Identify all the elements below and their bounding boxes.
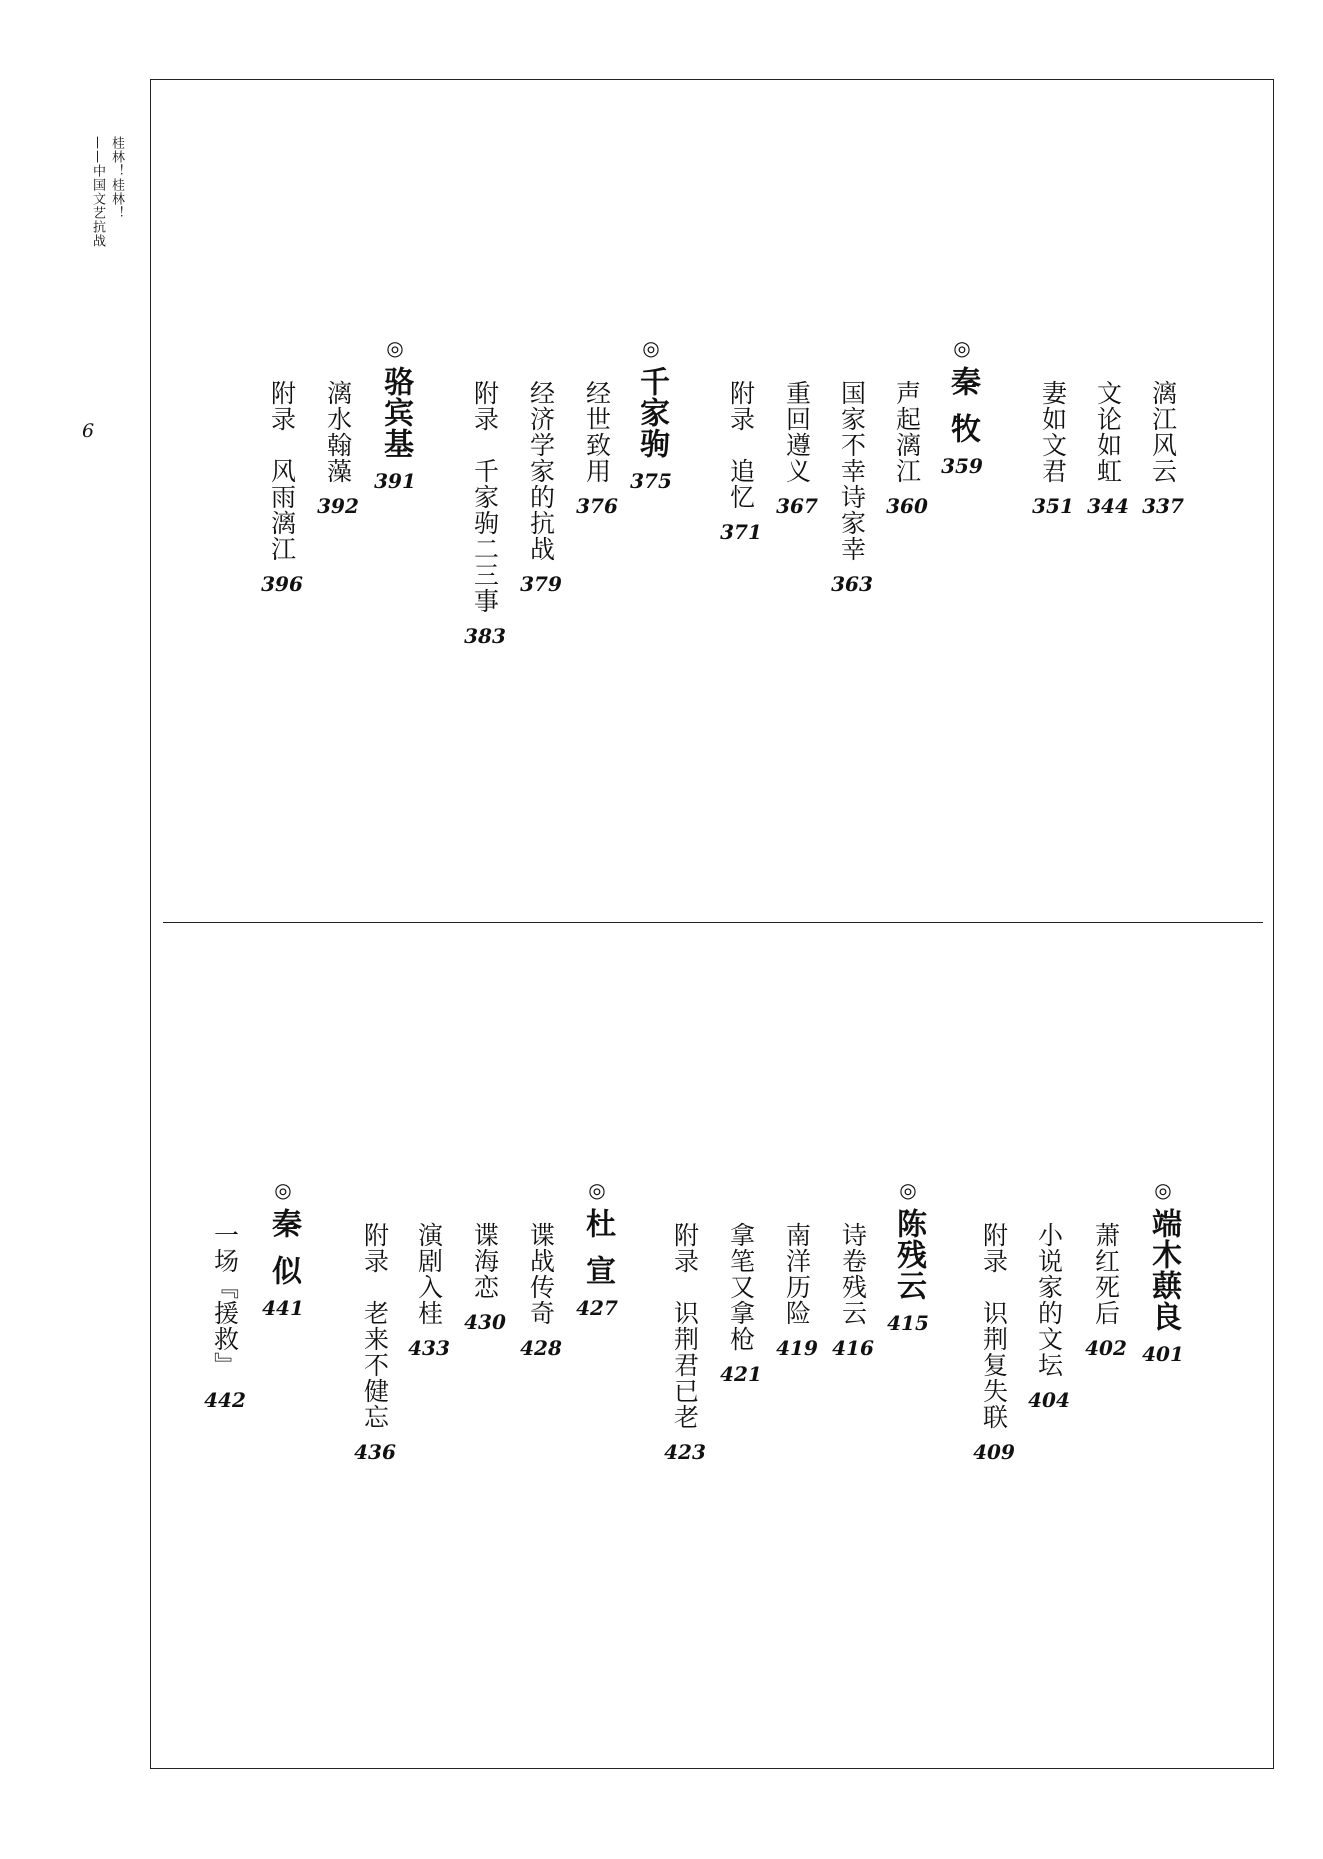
top-entry-2 (1033, 380, 1073, 518)
page-ref: 371 (720, 520, 762, 544)
double-circle-icon: ◎ (953, 336, 971, 360)
top-author-8 (631, 336, 671, 493)
page-ref: 337 (1142, 494, 1184, 518)
running-head-title: 桂林！桂林！ (109, 136, 124, 220)
bottom-entry-2 (1029, 1222, 1069, 1412)
bottom-entry-10 (521, 1222, 561, 1360)
page-ref: 423 (664, 1440, 706, 1464)
top-entry-1 (1088, 380, 1128, 518)
page-ref: 376 (576, 494, 618, 518)
appendix-title: 千家驹二三事 (470, 458, 500, 614)
top-entry-0 (1143, 380, 1183, 518)
appendix-title: 老来不健忘 (360, 1300, 390, 1430)
page-ref: 436 (354, 1440, 396, 1464)
page-ref: 379 (520, 572, 562, 596)
top-entry-10 (521, 380, 561, 596)
appendix-title: 识荆君已老 (670, 1300, 700, 1430)
entry-title: 谍海恋 (470, 1222, 500, 1300)
appendix-title: 追忆 (726, 458, 756, 510)
top-entry-5 (832, 380, 872, 596)
entry-title: 声起漓江 (892, 380, 922, 484)
appendix-prefix: 附录 (267, 380, 297, 432)
author-name: 秦牧 (945, 366, 980, 444)
top-entry-6 (777, 380, 817, 518)
author-name: 秦似 (266, 1208, 301, 1286)
entry-title (360, 1222, 390, 1430)
bottom-appendix-3 (974, 1222, 1014, 1464)
appendix-title: 识荆复失联 (979, 1300, 1009, 1430)
page-ref: 396 (261, 572, 303, 596)
page-ref: 416 (832, 1336, 874, 1360)
double-circle-icon: ◎ (1154, 1178, 1172, 1202)
top-entry-4 (887, 380, 927, 518)
bottom-author-9 (577, 1178, 617, 1320)
page-ref: 351 (1032, 494, 1074, 518)
entry-title: 拿笔又拿枪 (726, 1222, 756, 1352)
bottom-entry-7 (721, 1222, 761, 1386)
page-ref: 392 (317, 494, 359, 518)
entry-title: 谍战传奇 (526, 1222, 556, 1326)
page-ref: 430 (464, 1310, 506, 1334)
bottom-entry-15 (205, 1222, 245, 1412)
bottom-entry-6 (777, 1222, 817, 1360)
author-name: 千家驹 (634, 366, 669, 459)
entry-title (470, 380, 500, 614)
author-name: 端木蕻良 (1146, 1208, 1181, 1332)
bottom-entry-5 (833, 1222, 873, 1360)
bottom-author-0 (1143, 1178, 1183, 1366)
entry-title: 文论如虹 (1093, 380, 1123, 484)
page-ref: 344 (1087, 494, 1129, 518)
page-ref: 402 (1085, 1336, 1127, 1360)
top-entry-13 (318, 380, 358, 518)
top-appendix-11 (465, 380, 505, 648)
top-author-3 (942, 336, 982, 478)
bottom-appendix-8 (665, 1222, 705, 1464)
page-ref: 404 (1028, 1388, 1070, 1412)
author-name: 陈残云 (891, 1208, 926, 1301)
page-ref: 360 (886, 494, 928, 518)
page-number: 6 (82, 420, 95, 442)
entry-title: 诗卷残云 (838, 1222, 868, 1326)
entry-title: 小说家的文坛 (1034, 1222, 1064, 1378)
double-circle-icon: ◎ (899, 1178, 917, 1202)
entry-title: 一场『援救』 (210, 1222, 240, 1378)
appendix-prefix: 附录 (670, 1222, 700, 1274)
appendix-title: 风雨漓江 (267, 458, 297, 562)
double-circle-icon: ◎ (642, 336, 660, 360)
entry-title (726, 380, 756, 510)
bottom-entry-1 (1086, 1222, 1126, 1360)
page-ref: 419 (776, 1336, 818, 1360)
double-circle-icon: ◎ (386, 336, 404, 360)
running-head (88, 136, 126, 248)
page-ref: 441 (262, 1296, 304, 1320)
appendix-prefix: 附录 (470, 380, 500, 432)
appendix-prefix: 附录 (726, 380, 756, 432)
entry-title: 萧红死后 (1091, 1222, 1121, 1326)
page-ref: 401 (1142, 1342, 1184, 1366)
page-ref: 442 (204, 1388, 246, 1412)
author-name: 杜宣 (580, 1208, 615, 1286)
top-author-12 (375, 336, 415, 493)
entry-title: 南洋历险 (782, 1222, 812, 1326)
entry-title: 经济学家的抗战 (526, 380, 556, 562)
bottom-entry-12 (409, 1222, 449, 1360)
page-ref: 367 (776, 494, 818, 518)
double-circle-icon: ◎ (274, 1178, 292, 1202)
bottom-author-4 (888, 1178, 928, 1335)
page-ref: 391 (374, 469, 416, 493)
bottom-author-14 (263, 1178, 303, 1320)
top-entry-9 (577, 380, 617, 518)
page-ref: 428 (520, 1336, 562, 1360)
author-name: 骆宾基 (378, 366, 413, 459)
entry-title (670, 1222, 700, 1430)
page-ref: 433 (408, 1336, 450, 1360)
page-ref: 363 (831, 572, 873, 596)
entry-title: 漓水翰藻 (323, 380, 353, 484)
bottom-appendix-13 (355, 1222, 395, 1464)
entry-title: 重回遵义 (782, 380, 812, 484)
entry-title: 演剧入桂 (414, 1222, 444, 1326)
page-ref: 375 (630, 469, 672, 493)
running-head-subtitle: ——中国文艺抗战 (90, 136, 105, 248)
entry-title (979, 1222, 1009, 1430)
double-circle-icon: ◎ (588, 1178, 606, 1202)
page-ref: 427 (576, 1296, 618, 1320)
section-divider (163, 922, 1263, 923)
top-appendix-14 (262, 380, 302, 596)
page-ref: 415 (887, 1311, 929, 1335)
page-ref: 421 (720, 1362, 762, 1386)
entry-title: 妻如文君 (1038, 380, 1068, 484)
entry-title: 漓江风云 (1148, 380, 1178, 484)
appendix-prefix: 附录 (979, 1222, 1009, 1274)
page-ref: 409 (973, 1440, 1015, 1464)
page-ref: 359 (941, 454, 983, 478)
page-ref: 383 (464, 624, 506, 648)
top-appendix-7 (721, 380, 761, 544)
bottom-entry-11 (465, 1222, 505, 1334)
entry-title (267, 380, 297, 562)
entry-title: 经世致用 (582, 380, 612, 484)
entry-title: 国家不幸诗家幸 (837, 380, 867, 562)
page-frame (150, 79, 1274, 1769)
appendix-prefix: 附录 (360, 1222, 390, 1274)
